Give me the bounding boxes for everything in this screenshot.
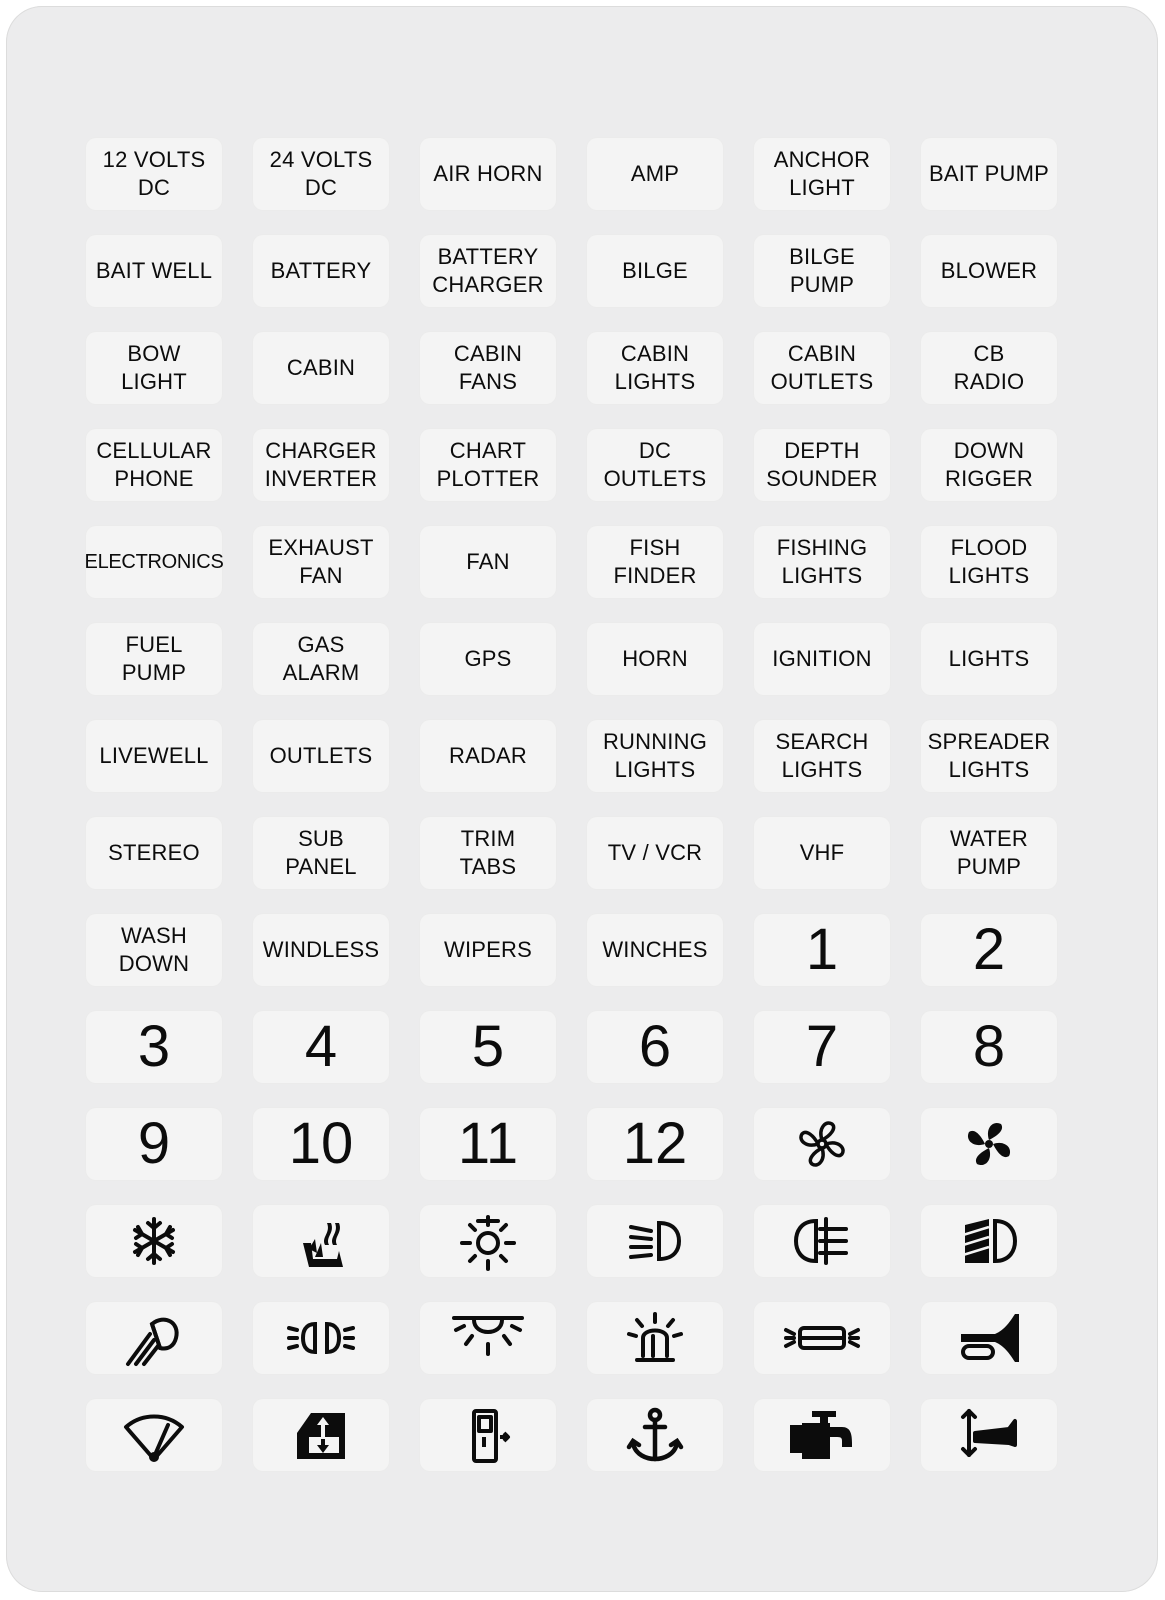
- label-wash-down: [86, 914, 222, 986]
- label-number-text: 11: [457, 1111, 519, 1176]
- label-text: BOW LIGHT: [121, 341, 187, 394]
- label-sub-panel: [253, 817, 389, 889]
- label-text: AMP: [630, 161, 680, 186]
- label-text: DEPTH SOUNDER: [766, 438, 878, 491]
- anchor-icon: [615, 1403, 695, 1467]
- label-fish-finder: [587, 526, 723, 598]
- label-12-volts-dc: [86, 138, 222, 210]
- label-running-lights: [587, 720, 723, 792]
- label-fan: [420, 526, 556, 598]
- label-winches: [587, 914, 723, 986]
- label-text: BILGE: [622, 258, 688, 283]
- horn-icon: [949, 1306, 1029, 1370]
- label-text: AIR HORN: [433, 161, 543, 186]
- label-text: FUEL PUMP: [121, 632, 187, 685]
- label-fan-solid: [921, 1108, 1057, 1180]
- label-battery: [253, 235, 389, 307]
- label-text: GPS: [464, 646, 512, 671]
- label-electronics: [86, 526, 222, 598]
- label-text: SPREADER LIGHTS: [927, 729, 1051, 782]
- label-bilge-pump: [754, 235, 890, 307]
- label-number-text: 4: [304, 1014, 338, 1079]
- label-text: RADAR: [448, 743, 527, 768]
- label-text: EXHAUST FAN: [268, 535, 374, 588]
- label-anchor-light: [754, 138, 890, 210]
- windshield-wiper-icon: [114, 1403, 194, 1467]
- ceiling-light-icon: [448, 1306, 528, 1370]
- label-stereo: [86, 817, 222, 889]
- label-windless: [253, 914, 389, 986]
- rear-fog-light-icon: [949, 1209, 1029, 1273]
- label-number-text: 7: [805, 1014, 839, 1079]
- label-ignition: [754, 623, 890, 695]
- label-radar: [420, 720, 556, 792]
- label-flood-lights: [921, 526, 1057, 598]
- label-cabin-fans: [420, 332, 556, 404]
- label-snowflake: [86, 1205, 222, 1277]
- label-windshield-wiper: [86, 1399, 222, 1471]
- label-text: BLOWER: [940, 258, 1038, 283]
- water-tap-icon: [782, 1403, 862, 1467]
- label-text: GAS ALARM: [282, 632, 360, 685]
- label-sheet: [6, 6, 1158, 1592]
- label-number-8: [921, 1011, 1057, 1083]
- label-text: FAN: [466, 549, 510, 574]
- label-beacon-light: [587, 1302, 723, 1374]
- label-text: WASH DOWN: [118, 923, 190, 976]
- seat-heater-icon: [281, 1209, 361, 1273]
- label-text: FISHING LIGHTS: [776, 535, 868, 588]
- label-number-5: [420, 1011, 556, 1083]
- label-text: BILGE PUMP: [789, 244, 855, 297]
- light-bar-icon: [782, 1306, 862, 1370]
- label-amp: [587, 138, 723, 210]
- label-ceiling-light: [420, 1302, 556, 1374]
- label-battery-charger: [420, 235, 556, 307]
- label-search-lights: [754, 720, 890, 792]
- label-rear-fog-light: [921, 1205, 1057, 1277]
- label-headlight: [587, 1205, 723, 1277]
- label-horn: [587, 623, 723, 695]
- dome-light-icon: [448, 1209, 528, 1273]
- label-text: STEREO: [108, 840, 200, 865]
- label-text: RUNNING LIGHTS: [602, 729, 708, 782]
- label-parking-lights: [253, 1302, 389, 1374]
- label-text: FISH FINDER: [613, 535, 697, 588]
- label-text: CHART PLOTTER: [436, 438, 540, 491]
- label-number-text: 12: [622, 1111, 688, 1176]
- label-number-3: [86, 1011, 222, 1083]
- label-number-text: 2: [972, 917, 1006, 982]
- label-text: BAIT PUMP: [929, 161, 1049, 186]
- label-text: ELECTRONICS: [84, 551, 224, 573]
- label-chart-plotter: [420, 429, 556, 501]
- label-fishing-lights: [754, 526, 890, 598]
- label-exhaust-fan: [253, 526, 389, 598]
- label-text: BATTERY: [270, 258, 372, 283]
- label-text: WATER PUMP: [950, 826, 1028, 879]
- trim-tab-icon: [949, 1403, 1029, 1467]
- door-exit-icon: [448, 1403, 528, 1467]
- label-number-text: 9: [137, 1111, 171, 1176]
- label-gas-alarm: [253, 623, 389, 695]
- label-spreader-lights: [921, 720, 1057, 792]
- label-text: HORN: [622, 646, 688, 671]
- label-number-7: [754, 1011, 890, 1083]
- label-number-text: 10: [288, 1111, 354, 1176]
- label-text: VHF: [799, 840, 845, 865]
- beacon-light-icon: [615, 1306, 695, 1370]
- label-text: CB RADIO: [953, 341, 1025, 394]
- label-bilge: [587, 235, 723, 307]
- label-text: WINCHES: [602, 937, 708, 962]
- label-number-11: [420, 1108, 556, 1180]
- label-24-volts-dc: [253, 138, 389, 210]
- label-number-1: [754, 914, 890, 986]
- parking-lights-icon: [281, 1306, 361, 1370]
- label-text: 24 VOLTS DC: [269, 147, 373, 200]
- label-seat-heater: [253, 1205, 389, 1277]
- label-number-10: [253, 1108, 389, 1180]
- label-text: BAIT WELL: [95, 258, 213, 283]
- label-grid: [86, 138, 1057, 1471]
- label-number-6: [587, 1011, 723, 1083]
- label-wipers: [420, 914, 556, 986]
- label-hatch-lift: [253, 1399, 389, 1471]
- label-number-12: [587, 1108, 723, 1180]
- label-text: BATTERY CHARGER: [432, 244, 544, 297]
- label-dome-light: [420, 1205, 556, 1277]
- hatch-lift-icon: [281, 1403, 361, 1467]
- label-number-text: 8: [972, 1014, 1006, 1079]
- label-number-text: 1: [805, 917, 839, 982]
- front-fog-light-icon: [782, 1209, 862, 1273]
- label-number-text: 3: [137, 1014, 171, 1079]
- label-blower: [921, 235, 1057, 307]
- fan-outline-icon: [782, 1112, 862, 1176]
- label-water-pump: [921, 817, 1057, 889]
- label-light-bar: [754, 1302, 890, 1374]
- spotlight-icon: [114, 1306, 194, 1370]
- label-number-4: [253, 1011, 389, 1083]
- label-lights: [921, 623, 1057, 695]
- label-text: CELLULAR PHONE: [96, 438, 212, 491]
- label-text: WIPERS: [444, 937, 532, 962]
- label-text: OUTLETS: [269, 743, 373, 768]
- label-cabin: [253, 332, 389, 404]
- label-text: TV / VCR: [607, 840, 703, 865]
- label-text: CHARGER INVERTER: [264, 438, 378, 491]
- label-trim-tabs: [420, 817, 556, 889]
- label-bow-light: [86, 332, 222, 404]
- label-number-9: [86, 1108, 222, 1180]
- label-spotlight: [86, 1302, 222, 1374]
- label-tv-vcr: [587, 817, 723, 889]
- label-text: CABIN: [286, 355, 356, 380]
- label-depth-sounder: [754, 429, 890, 501]
- label-cb-radio: [921, 332, 1057, 404]
- label-text: CABIN LIGHTS: [614, 341, 696, 394]
- label-front-fog-light: [754, 1205, 890, 1277]
- label-fuel-pump: [86, 623, 222, 695]
- label-number-text: 6: [638, 1014, 672, 1079]
- label-charger-inverter: [253, 429, 389, 501]
- label-trim-tab: [921, 1399, 1057, 1471]
- label-number-2: [921, 914, 1057, 986]
- label-text: FLOOD LIGHTS: [948, 535, 1030, 588]
- fan-solid-icon: [949, 1112, 1029, 1176]
- label-text: WINDLESS: [262, 937, 380, 962]
- label-door-exit: [420, 1399, 556, 1471]
- label-vhf: [754, 817, 890, 889]
- label-down-rigger: [921, 429, 1057, 501]
- label-text: SUB PANEL: [285, 826, 357, 879]
- label-fan-outline: [754, 1108, 890, 1180]
- label-text: DOWN RIGGER: [945, 438, 1033, 491]
- label-cellular-phone: [86, 429, 222, 501]
- label-text: LIVEWELL: [99, 743, 209, 768]
- label-cabin-outlets: [754, 332, 890, 404]
- label-text: 12 VOLTS DC: [102, 147, 206, 200]
- label-gps: [420, 623, 556, 695]
- label-text: LIGHTS: [948, 646, 1030, 671]
- label-dc-outlets: [587, 429, 723, 501]
- label-text: ANCHOR LIGHT: [773, 147, 871, 200]
- label-air-horn: [420, 138, 556, 210]
- label-number-text: 5: [471, 1014, 505, 1079]
- label-livewell: [86, 720, 222, 792]
- headlight-icon: [615, 1209, 695, 1273]
- label-bait-well: [86, 235, 222, 307]
- label-water-tap: [754, 1399, 890, 1471]
- label-text: SEARCH LIGHTS: [775, 729, 869, 782]
- label-text: IGNITION: [772, 646, 872, 671]
- label-outlets: [253, 720, 389, 792]
- label-horn: [921, 1302, 1057, 1374]
- label-cabin-lights: [587, 332, 723, 404]
- label-anchor: [587, 1399, 723, 1471]
- label-text: DC OUTLETS: [603, 438, 707, 491]
- label-bait-pump: [921, 138, 1057, 210]
- label-text: CABIN OUTLETS: [770, 341, 874, 394]
- label-text: CABIN FANS: [453, 341, 523, 394]
- label-text: TRIM TABS: [459, 826, 517, 879]
- snowflake-icon: [114, 1209, 194, 1273]
